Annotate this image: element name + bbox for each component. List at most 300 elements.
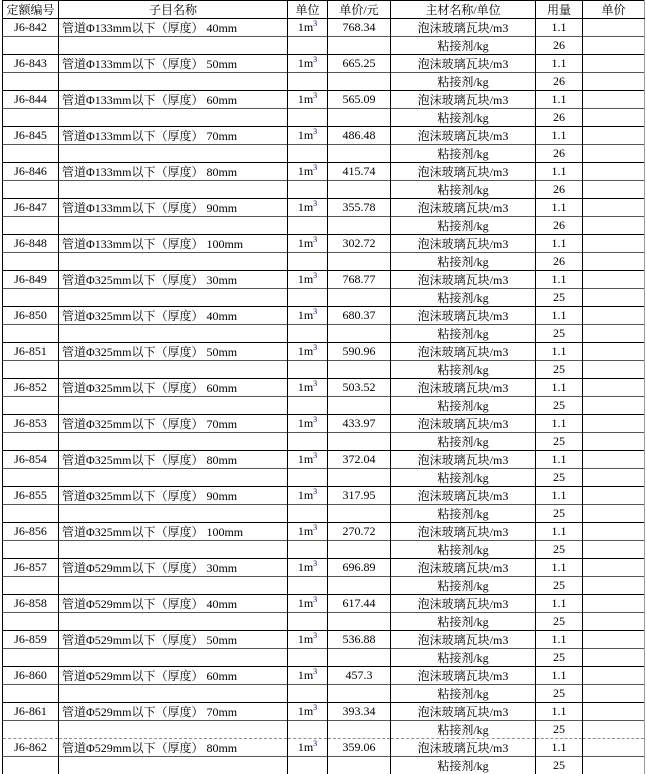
cell-material-price-1[interactable] xyxy=(583,631,645,649)
cell-material-1[interactable] xyxy=(391,271,536,289)
cell-material-price-1[interactable] xyxy=(583,595,645,613)
cell-empty-unit[interactable] xyxy=(288,145,328,163)
cell-material-1[interactable] xyxy=(391,379,536,397)
cell-material-1[interactable] xyxy=(391,199,536,217)
cell-unit-price[interactable] xyxy=(328,235,391,253)
cell-usage-1[interactable] xyxy=(536,703,583,721)
cell-empty-code[interactable] xyxy=(3,181,59,199)
cell-unit-price[interactable] xyxy=(328,55,391,73)
cell-material-price-2[interactable] xyxy=(583,145,645,163)
cell-subitem-name[interactable] xyxy=(59,19,288,37)
cell-unit[interactable] xyxy=(288,523,328,541)
cell-unit-price[interactable] xyxy=(328,91,391,109)
cell-material-price-1[interactable] xyxy=(583,91,645,109)
cell-unit-price[interactable] xyxy=(328,487,391,505)
cell-usage-2[interactable] xyxy=(536,469,583,487)
cell-unit[interactable] xyxy=(288,271,328,289)
cell-quota-code[interactable] xyxy=(3,163,59,181)
cell-material-2[interactable] xyxy=(391,505,536,523)
cell-unit-price[interactable] xyxy=(328,379,391,397)
cell-material-1[interactable] xyxy=(391,739,536,757)
cell-material-1[interactable] xyxy=(391,523,536,541)
cell-empty-unit[interactable] xyxy=(288,577,328,595)
cell-material-price-2[interactable] xyxy=(583,541,645,559)
cell-quota-code[interactable] xyxy=(3,595,59,613)
cell-quota-code[interactable] xyxy=(3,19,59,37)
cell-subitem-name[interactable] xyxy=(59,739,288,757)
cell-unit-price[interactable] xyxy=(328,703,391,721)
cell-unit-price[interactable] xyxy=(328,559,391,577)
cell-material-price-1[interactable] xyxy=(583,199,645,217)
cell-empty-name[interactable] xyxy=(59,577,288,595)
cell-material-price-2[interactable] xyxy=(583,613,645,631)
cell-quota-code[interactable] xyxy=(3,379,59,397)
cell-subitem-name[interactable] xyxy=(59,307,288,325)
cell-empty-unit[interactable] xyxy=(288,613,328,631)
cell-empty-name[interactable] xyxy=(59,397,288,415)
cell-usage-2[interactable] xyxy=(536,541,583,559)
cell-usage-1[interactable] xyxy=(536,523,583,541)
cell-material-price-2[interactable] xyxy=(583,289,645,307)
header-material-price[interactable]: 单价 xyxy=(583,1,645,19)
cell-material-2[interactable] xyxy=(391,73,536,91)
cell-unit[interactable] xyxy=(288,559,328,577)
cell-usage-1[interactable] xyxy=(536,271,583,289)
cell-empty-code[interactable] xyxy=(3,145,59,163)
cell-unit[interactable] xyxy=(288,667,328,685)
cell-material-price-2[interactable] xyxy=(583,325,645,343)
cell-material-price-1[interactable] xyxy=(583,19,645,37)
cell-usage-2[interactable] xyxy=(536,397,583,415)
cell-usage-1[interactable] xyxy=(536,343,583,361)
cell-material-2[interactable] xyxy=(391,37,536,55)
cell-usage-2[interactable] xyxy=(536,289,583,307)
cell-subitem-name[interactable] xyxy=(59,487,288,505)
cell-empty-price[interactable] xyxy=(328,181,391,199)
cell-material-2[interactable] xyxy=(391,361,536,379)
cell-material-2[interactable] xyxy=(391,181,536,199)
cell-empty-unit[interactable] xyxy=(288,361,328,379)
cell-usage-1[interactable] xyxy=(536,559,583,577)
cell-unit-price[interactable] xyxy=(328,19,391,37)
cell-empty-code[interactable] xyxy=(3,361,59,379)
cell-empty-price[interactable] xyxy=(328,613,391,631)
cell-unit[interactable] xyxy=(288,91,328,109)
cell-material-1[interactable] xyxy=(391,415,536,433)
cell-subitem-name[interactable] xyxy=(59,595,288,613)
cell-material-2[interactable] xyxy=(391,613,536,631)
cell-quota-code[interactable] xyxy=(3,415,59,433)
cell-subitem-name[interactable] xyxy=(59,667,288,685)
cell-usage-1[interactable] xyxy=(536,163,583,181)
cell-material-2[interactable] xyxy=(391,757,536,774)
cell-empty-price[interactable] xyxy=(328,433,391,451)
cell-material-price-1[interactable] xyxy=(583,271,645,289)
cell-usage-2[interactable] xyxy=(536,145,583,163)
cell-unit-price[interactable] xyxy=(328,739,391,757)
cell-empty-code[interactable] xyxy=(3,541,59,559)
cell-empty-name[interactable] xyxy=(59,37,288,55)
cell-usage-1[interactable] xyxy=(536,91,583,109)
cell-quota-code[interactable] xyxy=(3,127,59,145)
cell-quota-code[interactable] xyxy=(3,271,59,289)
cell-usage-2[interactable] xyxy=(536,361,583,379)
cell-material-price-2[interactable] xyxy=(583,577,645,595)
cell-empty-unit[interactable] xyxy=(288,505,328,523)
cell-subitem-name[interactable] xyxy=(59,127,288,145)
cell-material-price-1[interactable] xyxy=(583,703,645,721)
cell-usage-1[interactable] xyxy=(536,379,583,397)
cell-empty-name[interactable] xyxy=(59,325,288,343)
cell-usage-2[interactable] xyxy=(536,433,583,451)
cell-material-price-2[interactable] xyxy=(583,721,645,739)
cell-usage-2[interactable] xyxy=(536,325,583,343)
cell-subitem-name[interactable] xyxy=(59,55,288,73)
cell-quota-code[interactable] xyxy=(3,703,59,721)
cell-quota-code[interactable] xyxy=(3,199,59,217)
cell-unit-price[interactable] xyxy=(328,451,391,469)
cell-quota-code[interactable] xyxy=(3,559,59,577)
cell-material-price-1[interactable] xyxy=(583,415,645,433)
cell-unit-price[interactable] xyxy=(328,343,391,361)
cell-empty-price[interactable] xyxy=(328,721,391,739)
cell-material-price-2[interactable] xyxy=(583,397,645,415)
cell-empty-name[interactable] xyxy=(59,649,288,667)
cell-material-1[interactable] xyxy=(391,55,536,73)
cell-usage-2[interactable] xyxy=(536,757,583,774)
cell-subitem-name[interactable] xyxy=(59,235,288,253)
cell-usage-2[interactable] xyxy=(536,217,583,235)
header-material-unit[interactable]: 主材名称/单位 xyxy=(391,1,536,19)
cell-unit[interactable] xyxy=(288,487,328,505)
cell-material-1[interactable] xyxy=(391,451,536,469)
cell-empty-price[interactable] xyxy=(328,577,391,595)
cell-usage-1[interactable] xyxy=(536,19,583,37)
cell-material-1[interactable] xyxy=(391,235,536,253)
cell-unit-price[interactable] xyxy=(328,163,391,181)
cell-material-1[interactable] xyxy=(391,559,536,577)
cell-empty-code[interactable] xyxy=(3,613,59,631)
cell-empty-unit[interactable] xyxy=(288,397,328,415)
cell-empty-code[interactable] xyxy=(3,433,59,451)
cell-quota-code[interactable] xyxy=(3,523,59,541)
cell-empty-unit[interactable] xyxy=(288,469,328,487)
cell-empty-unit[interactable] xyxy=(288,721,328,739)
cell-unit-price[interactable] xyxy=(328,631,391,649)
cell-usage-1[interactable] xyxy=(536,127,583,145)
cell-material-price-1[interactable] xyxy=(583,55,645,73)
cell-subitem-name[interactable] xyxy=(59,343,288,361)
cell-unit[interactable] xyxy=(288,595,328,613)
cell-quota-code[interactable] xyxy=(3,451,59,469)
cell-usage-2[interactable] xyxy=(536,613,583,631)
cell-material-2[interactable] xyxy=(391,325,536,343)
cell-empty-name[interactable] xyxy=(59,217,288,235)
cell-empty-unit[interactable] xyxy=(288,37,328,55)
cell-unit-price[interactable] xyxy=(328,523,391,541)
cell-material-1[interactable] xyxy=(391,595,536,613)
cell-empty-name[interactable] xyxy=(59,505,288,523)
header-subitem-name[interactable]: 子目名称 xyxy=(59,1,288,19)
cell-empty-price[interactable] xyxy=(328,217,391,235)
cell-quota-code[interactable] xyxy=(3,235,59,253)
cell-material-price-2[interactable] xyxy=(583,469,645,487)
cell-unit-price[interactable] xyxy=(328,271,391,289)
cell-material-2[interactable] xyxy=(391,145,536,163)
cell-empty-price[interactable] xyxy=(328,505,391,523)
cell-subitem-name[interactable] xyxy=(59,631,288,649)
cell-quota-code[interactable] xyxy=(3,667,59,685)
cell-unit[interactable] xyxy=(288,343,328,361)
cell-empty-unit[interactable] xyxy=(288,685,328,703)
cell-empty-unit[interactable] xyxy=(288,109,328,127)
cell-material-1[interactable] xyxy=(391,127,536,145)
cell-empty-price[interactable] xyxy=(328,469,391,487)
cell-unit[interactable] xyxy=(288,19,328,37)
cell-material-2[interactable] xyxy=(391,289,536,307)
cell-material-price-2[interactable] xyxy=(583,181,645,199)
cell-material-2[interactable] xyxy=(391,541,536,559)
cell-material-price-1[interactable] xyxy=(583,487,645,505)
cell-usage-1[interactable] xyxy=(536,451,583,469)
cell-material-price-1[interactable] xyxy=(583,163,645,181)
cell-empty-price[interactable] xyxy=(328,649,391,667)
cell-empty-price[interactable] xyxy=(328,541,391,559)
cell-empty-price[interactable] xyxy=(328,37,391,55)
cell-empty-name[interactable] xyxy=(59,469,288,487)
cell-material-2[interactable] xyxy=(391,397,536,415)
cell-material-price-2[interactable] xyxy=(583,757,645,774)
cell-quota-code[interactable] xyxy=(3,487,59,505)
cell-material-2[interactable] xyxy=(391,649,536,667)
cell-empty-unit[interactable] xyxy=(288,325,328,343)
cell-material-1[interactable] xyxy=(391,307,536,325)
cell-empty-unit[interactable] xyxy=(288,181,328,199)
cell-empty-name[interactable] xyxy=(59,253,288,271)
cell-unit[interactable] xyxy=(288,451,328,469)
cell-unit-price[interactable] xyxy=(328,415,391,433)
cell-material-price-2[interactable] xyxy=(583,505,645,523)
cell-quota-code[interactable] xyxy=(3,739,59,757)
cell-material-1[interactable] xyxy=(391,631,536,649)
cell-usage-1[interactable] xyxy=(536,307,583,325)
cell-usage-1[interactable] xyxy=(536,487,583,505)
cell-unit-price[interactable] xyxy=(328,667,391,685)
cell-material-2[interactable] xyxy=(391,577,536,595)
cell-material-price-2[interactable] xyxy=(583,433,645,451)
cell-material-1[interactable] xyxy=(391,667,536,685)
cell-empty-name[interactable] xyxy=(59,757,288,774)
cell-material-price-2[interactable] xyxy=(583,73,645,91)
cell-empty-code[interactable] xyxy=(3,325,59,343)
cell-empty-unit[interactable] xyxy=(288,541,328,559)
cell-unit[interactable] xyxy=(288,415,328,433)
cell-material-1[interactable] xyxy=(391,19,536,37)
cell-material-2[interactable] xyxy=(391,253,536,271)
cell-usage-1[interactable] xyxy=(536,739,583,757)
cell-empty-unit[interactable] xyxy=(288,73,328,91)
cell-unit-price[interactable] xyxy=(328,307,391,325)
cell-empty-code[interactable] xyxy=(3,37,59,55)
cell-subitem-name[interactable] xyxy=(59,451,288,469)
cell-material-2[interactable] xyxy=(391,469,536,487)
cell-unit-price[interactable] xyxy=(328,127,391,145)
cell-material-price-1[interactable] xyxy=(583,379,645,397)
cell-empty-name[interactable] xyxy=(59,721,288,739)
cell-unit-price[interactable] xyxy=(328,199,391,217)
cell-quota-code[interactable] xyxy=(3,343,59,361)
cell-empty-name[interactable] xyxy=(59,541,288,559)
cell-material-2[interactable] xyxy=(391,433,536,451)
cell-unit[interactable] xyxy=(288,739,328,757)
cell-empty-unit[interactable] xyxy=(288,757,328,774)
cell-material-2[interactable] xyxy=(391,685,536,703)
cell-empty-code[interactable] xyxy=(3,577,59,595)
cell-material-1[interactable] xyxy=(391,91,536,109)
cell-empty-price[interactable] xyxy=(328,289,391,307)
cell-subitem-name[interactable] xyxy=(59,559,288,577)
cell-material-price-2[interactable] xyxy=(583,649,645,667)
cell-unit[interactable] xyxy=(288,379,328,397)
cell-material-price-1[interactable] xyxy=(583,343,645,361)
cell-empty-code[interactable] xyxy=(3,289,59,307)
cell-material-price-2[interactable] xyxy=(583,253,645,271)
cell-empty-price[interactable] xyxy=(328,397,391,415)
cell-unit[interactable] xyxy=(288,631,328,649)
cell-usage-1[interactable] xyxy=(536,667,583,685)
cell-usage-1[interactable] xyxy=(536,595,583,613)
cell-quota-code[interactable] xyxy=(3,307,59,325)
header-usage[interactable]: 用量 xyxy=(536,1,583,19)
cell-empty-unit[interactable] xyxy=(288,433,328,451)
cell-empty-name[interactable] xyxy=(59,289,288,307)
cell-usage-2[interactable] xyxy=(536,577,583,595)
cell-empty-unit[interactable] xyxy=(288,217,328,235)
cell-empty-price[interactable] xyxy=(328,685,391,703)
cell-material-price-2[interactable] xyxy=(583,37,645,55)
header-unit[interactable]: 单位 xyxy=(288,1,328,19)
header-quota-code[interactable]: 定额编号 xyxy=(3,1,59,19)
cell-material-price-2[interactable] xyxy=(583,217,645,235)
cell-material-2[interactable] xyxy=(391,721,536,739)
cell-empty-code[interactable] xyxy=(3,721,59,739)
cell-quota-code[interactable] xyxy=(3,631,59,649)
cell-usage-2[interactable] xyxy=(536,109,583,127)
cell-empty-price[interactable] xyxy=(328,73,391,91)
cell-empty-code[interactable] xyxy=(3,397,59,415)
cell-empty-code[interactable] xyxy=(3,217,59,235)
cell-empty-name[interactable] xyxy=(59,73,288,91)
cell-unit-price[interactable] xyxy=(328,595,391,613)
cell-usage-2[interactable] xyxy=(536,181,583,199)
cell-empty-unit[interactable] xyxy=(288,289,328,307)
cell-usage-1[interactable] xyxy=(536,631,583,649)
cell-empty-name[interactable] xyxy=(59,685,288,703)
header-unit-price[interactable]: 单价/元 xyxy=(328,1,391,19)
cell-unit[interactable] xyxy=(288,199,328,217)
cell-usage-2[interactable] xyxy=(536,721,583,739)
cell-usage-1[interactable] xyxy=(536,55,583,73)
cell-material-price-2[interactable] xyxy=(583,361,645,379)
cell-usage-2[interactable] xyxy=(536,685,583,703)
cell-subitem-name[interactable] xyxy=(59,523,288,541)
cell-usage-2[interactable] xyxy=(536,649,583,667)
cell-empty-unit[interactable] xyxy=(288,649,328,667)
cell-empty-name[interactable] xyxy=(59,145,288,163)
cell-empty-name[interactable] xyxy=(59,433,288,451)
cell-material-price-1[interactable] xyxy=(583,559,645,577)
cell-material-price-2[interactable] xyxy=(583,685,645,703)
cell-unit[interactable] xyxy=(288,307,328,325)
cell-unit[interactable] xyxy=(288,703,328,721)
cell-subitem-name[interactable] xyxy=(59,91,288,109)
cell-empty-unit[interactable] xyxy=(288,253,328,271)
cell-usage-2[interactable] xyxy=(536,253,583,271)
cell-material-2[interactable] xyxy=(391,109,536,127)
cell-material-price-1[interactable] xyxy=(583,127,645,145)
cell-usage-1[interactable] xyxy=(536,235,583,253)
cell-empty-price[interactable] xyxy=(328,145,391,163)
cell-subitem-name[interactable] xyxy=(59,415,288,433)
cell-material-price-1[interactable] xyxy=(583,235,645,253)
cell-empty-code[interactable] xyxy=(3,505,59,523)
cell-usage-1[interactable] xyxy=(536,415,583,433)
cell-empty-code[interactable] xyxy=(3,649,59,667)
cell-empty-code[interactable] xyxy=(3,757,59,774)
cell-material-1[interactable] xyxy=(391,487,536,505)
cell-empty-price[interactable] xyxy=(328,325,391,343)
cell-empty-name[interactable] xyxy=(59,181,288,199)
cell-usage-1[interactable] xyxy=(536,199,583,217)
cell-material-price-1[interactable] xyxy=(583,739,645,757)
cell-usage-2[interactable] xyxy=(536,505,583,523)
cell-quota-code[interactable] xyxy=(3,91,59,109)
cell-material-price-1[interactable] xyxy=(583,451,645,469)
cell-empty-price[interactable] xyxy=(328,253,391,271)
cell-empty-code[interactable] xyxy=(3,685,59,703)
cell-material-price-1[interactable] xyxy=(583,667,645,685)
cell-empty-code[interactable] xyxy=(3,109,59,127)
cell-unit[interactable] xyxy=(288,235,328,253)
cell-unit[interactable] xyxy=(288,127,328,145)
cell-material-price-2[interactable] xyxy=(583,109,645,127)
cell-subitem-name[interactable] xyxy=(59,379,288,397)
cell-material-1[interactable] xyxy=(391,163,536,181)
cell-unit[interactable] xyxy=(288,55,328,73)
cell-empty-price[interactable] xyxy=(328,109,391,127)
cell-material-price-1[interactable] xyxy=(583,523,645,541)
cell-empty-code[interactable] xyxy=(3,469,59,487)
cell-empty-code[interactable] xyxy=(3,253,59,271)
cell-usage-2[interactable] xyxy=(536,37,583,55)
cell-subitem-name[interactable] xyxy=(59,703,288,721)
cell-subitem-name[interactable] xyxy=(59,199,288,217)
cell-usage-2[interactable] xyxy=(536,73,583,91)
cell-empty-name[interactable] xyxy=(59,613,288,631)
cell-material-2[interactable] xyxy=(391,217,536,235)
cell-empty-price[interactable] xyxy=(328,361,391,379)
cell-empty-name[interactable] xyxy=(59,361,288,379)
cell-subitem-name[interactable] xyxy=(59,163,288,181)
cell-unit[interactable] xyxy=(288,163,328,181)
cell-empty-name[interactable] xyxy=(59,109,288,127)
cell-subitem-name[interactable] xyxy=(59,271,288,289)
cell-material-1[interactable] xyxy=(391,343,536,361)
cell-material-price-1[interactable] xyxy=(583,307,645,325)
cell-material-1[interactable] xyxy=(391,703,536,721)
cell-empty-price[interactable] xyxy=(328,757,391,774)
cell-quota-code[interactable] xyxy=(3,55,59,73)
